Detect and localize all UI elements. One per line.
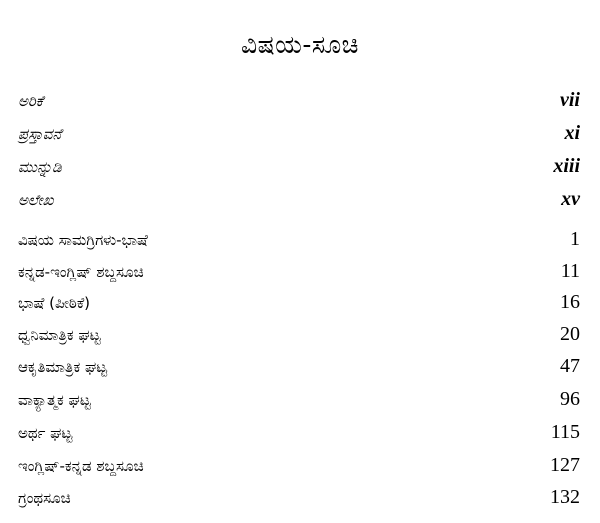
toc-entry-page: 96 bbox=[560, 388, 580, 410]
toc-entry-label: ಆಕೃತಿಮಾತ್ರಿಕ ಘಟ್ಟ bbox=[18, 358, 108, 376]
toc-entry-label: ಕನ್ನಡ-ಇಂಗ್ಲಿಷ್ ಶಬ್ದಸೂಚಿ bbox=[18, 263, 144, 281]
toc-entry bbox=[18, 320, 580, 348]
toc-entry-label: ಇಂಗ್ಲಿಷ್-ಕನ್ನಡ ಶಬ್ದಸೂಚಿ bbox=[18, 457, 144, 475]
toc-entry bbox=[18, 225, 580, 253]
toc-entry bbox=[18, 352, 580, 380]
toc-entry-page: 20 bbox=[560, 323, 580, 345]
toc-entry bbox=[18, 119, 580, 147]
toc-entry bbox=[18, 257, 580, 285]
toc-entry-label: ಗ್ರಂಥಸೂಚಿ bbox=[18, 489, 71, 507]
toc-entry-page: 132 bbox=[550, 486, 580, 508]
toc-entry-page: xv bbox=[561, 188, 580, 210]
toc-entry-label: ಅಲೇಖ bbox=[18, 191, 54, 209]
toc-entry-page: xi bbox=[564, 122, 580, 144]
toc-entry bbox=[18, 451, 580, 479]
toc-entry-page: 127 bbox=[550, 454, 580, 476]
toc-entry-label: ಅರಿಕೆ bbox=[18, 92, 44, 110]
toc-entry-label: ವಾಕ್ಯಾತ್ಮಕ ಘಟ್ಟ bbox=[18, 391, 91, 409]
toc-entry-label: ಮುನ್ನುಡಿ bbox=[18, 158, 62, 176]
toc-entry-page: 16 bbox=[560, 291, 580, 313]
toc-entry-label: ವಿಷಯ ಸಾಮಗ್ರಿಗಳು-ಭಾಷೆ bbox=[18, 231, 148, 249]
toc-entry-page: 11 bbox=[560, 260, 580, 282]
toc-entry-page: 1 bbox=[570, 228, 580, 250]
toc-entry-page: 47 bbox=[560, 355, 580, 377]
toc-entry bbox=[18, 385, 580, 413]
toc-entry-label: ಪ್ರಸ್ತಾವನೆ bbox=[18, 125, 62, 143]
toc-entry-label: ಭಾಷೆ (ಪೀಠಿಕೆ) bbox=[18, 294, 91, 312]
toc-entry-page: xiii bbox=[553, 155, 580, 177]
toc-entry bbox=[18, 483, 580, 511]
toc-entry-label: ಧ್ವನಿಮಾತ್ರಿಕ ಘಟ್ಟ bbox=[18, 326, 101, 344]
toc-entry-page: vii bbox=[560, 89, 580, 111]
toc-entry bbox=[18, 288, 580, 316]
toc-entry bbox=[18, 86, 580, 114]
toc-list bbox=[18, 0, 580, 523]
toc-entry bbox=[18, 185, 580, 213]
toc-entry-page: 115 bbox=[550, 421, 580, 443]
toc-entry bbox=[18, 418, 580, 446]
page-title: ವಿಷಯ-ಸೂಚಿ bbox=[241, 30, 359, 59]
toc-entry-label: ಅರ್ಥ ಘಟ್ಟ bbox=[18, 424, 73, 442]
toc-entry bbox=[18, 152, 580, 180]
